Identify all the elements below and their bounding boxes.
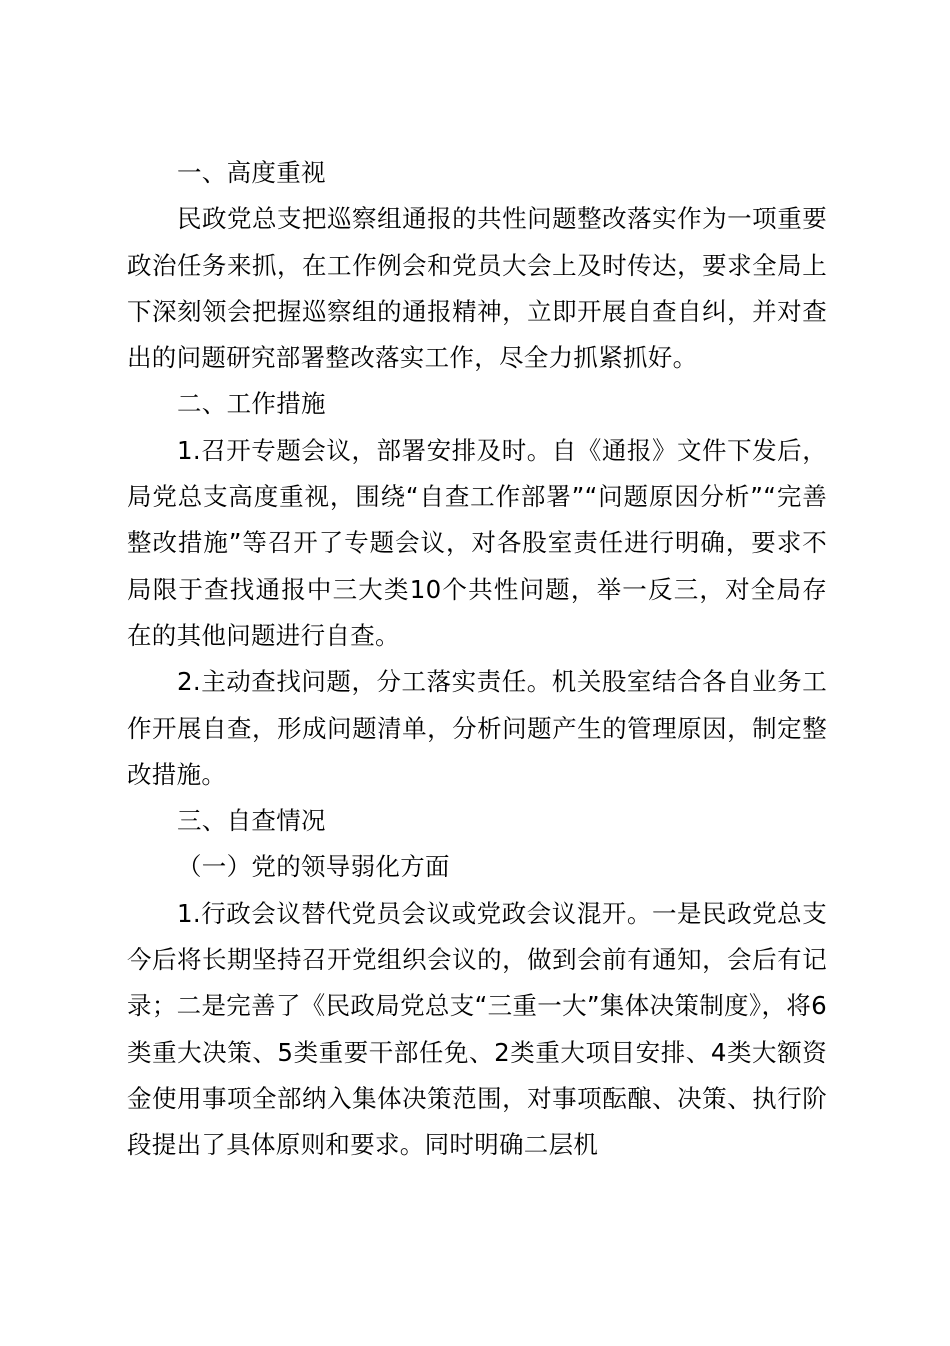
paragraph-4: 1.行政会议替代党员会议或党政会议混开。一是民政党总支今后将长期坚持召开党组织会议的，做到会前有通知，会后有记录；二是完善了《民政局党总支“三重一大”集体决策制度》，将6类重大决策、5类重要干部任免、2类重大项目安排、4类大额资金使用事项全部纳入集体决策范围，对事项酝酿、决策、执行阶段提出了具体原则和要求。同时明确二层机 <box>127 898 827 1160</box>
heading-1: 一、高度重视 <box>177 158 326 187</box>
heading-2: 二、工作措施 <box>177 389 326 419</box>
paragraph-1: 民政党总支把巡察组通报的共性问题整改落实作为一项重要政治任务来抓，在工作例会和党员大会上及时传达，要求全局上下深刻领会把握巡察组的通报精神，立即开展自查自纠，并对查出的问题研究部署整改落实工作，尽全力抓紧抓好。 <box>127 204 827 373</box>
heading-3: 三、自查情况 <box>177 806 326 836</box>
paragraph-2: 1.召开专题会议，部署安排及时。自《通报》文件下发后，局党总支高度重视，围绕“自查工作部署”“问题原因分析”“完善整改措施”等召开了专题会议，对各股室责任进行明确，要求不局限于查找通报中三大类10个共性问题，举一反三，对全局存在的其他问题进行自查。 <box>127 435 827 650</box>
paragraph-3: 2.主动查找问题，分工落实责任。机关股室结合各自业务工作开展自查，形成问题清单，分析问题产生的管理原因，制定整改措施。 <box>127 667 827 789</box>
subheading-1: （一）党的领导弱化方面 <box>177 852 450 882</box>
document-body <box>127 150 827 1169</box>
